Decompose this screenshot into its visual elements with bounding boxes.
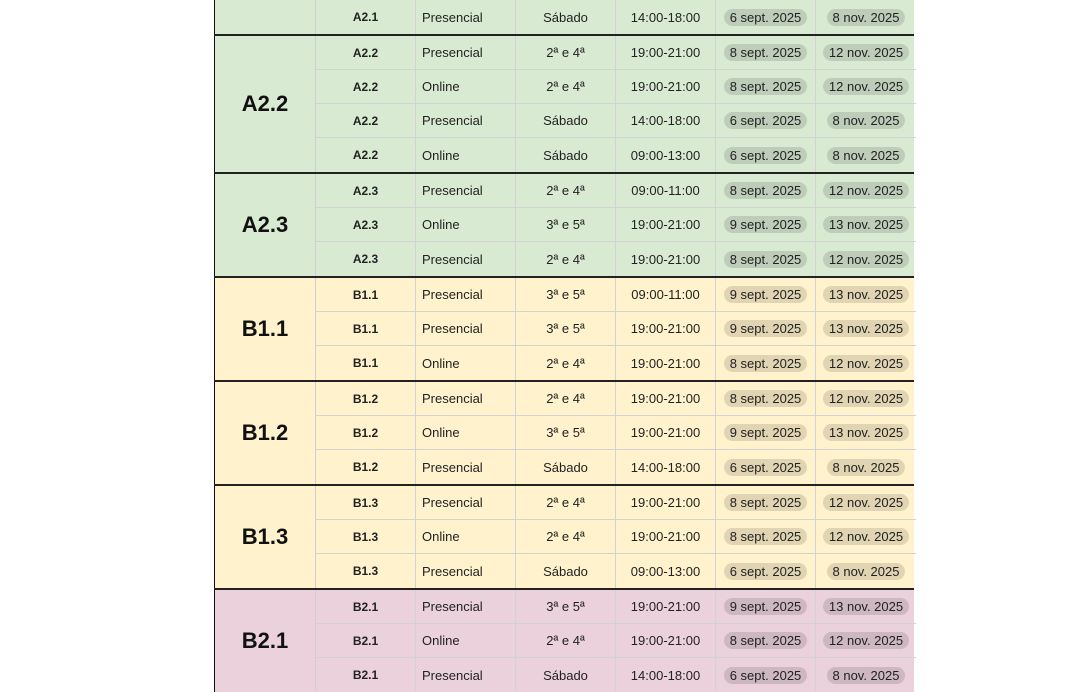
- class-days-cell: [516, 70, 616, 103]
- class-code: B1.1: [352, 287, 379, 302]
- class-mode: Presencial: [422, 9, 483, 25]
- class-days: 3ª e 5ª: [546, 287, 585, 302]
- class-days-cell: [516, 346, 616, 380]
- table-row: [316, 278, 916, 312]
- class-mode: Presencial: [422, 251, 483, 267]
- class-mode-cell: [416, 174, 516, 207]
- class-days: 3ª e 5ª: [546, 599, 585, 614]
- class-days-cell: [516, 520, 616, 553]
- table-row: [316, 520, 916, 554]
- start-date-cell: [716, 486, 816, 519]
- start-date-cell: [716, 658, 816, 692]
- class-code-cell: [316, 278, 416, 311]
- start-date-chip[interactable]: 6 sept. 2025: [724, 147, 808, 164]
- table-row: [316, 0, 916, 34]
- level-label: [214, 0, 316, 34]
- class-code-cell: [316, 416, 416, 449]
- class-mode-cell: [416, 208, 516, 241]
- class-time-cell: [616, 138, 716, 172]
- class-code: B1.3: [352, 495, 379, 510]
- end-date-cell: [816, 382, 916, 415]
- class-code: A2.2: [352, 113, 379, 128]
- end-date-chip[interactable]: 12 nov. 2025: [823, 494, 909, 511]
- class-days-cell: [516, 590, 616, 623]
- class-mode: Online: [422, 217, 460, 232]
- class-mode: Presencial: [422, 287, 483, 302]
- class-time-cell: [616, 312, 716, 345]
- class-code: B2.1: [352, 633, 379, 648]
- class-mode: Online: [422, 425, 460, 440]
- class-code-cell: [316, 208, 416, 241]
- class-time: 19:00-21:00: [630, 217, 701, 232]
- class-code: A2.3: [352, 252, 379, 266]
- end-date-cell: [816, 346, 916, 380]
- class-days-cell: [516, 104, 616, 137]
- class-code: A2.3: [352, 183, 379, 198]
- class-days-cell: [516, 624, 616, 657]
- level-group: [214, 588, 914, 692]
- end-date-cell: [816, 138, 916, 172]
- class-time: 19:00-21:00: [630, 529, 701, 544]
- class-time-cell: [616, 104, 716, 137]
- class-time-cell: [616, 36, 716, 69]
- class-mode-cell: [416, 346, 516, 380]
- level-label: B1.1: [214, 278, 316, 380]
- end-date-chip[interactable]: 13 nov. 2025: [823, 216, 909, 233]
- class-days: Sábado: [543, 147, 588, 163]
- start-date-chip[interactable]: 6 sept. 2025: [724, 112, 808, 129]
- end-date-cell: [816, 416, 916, 449]
- class-time-cell: [616, 590, 716, 623]
- class-time-cell: [616, 278, 716, 311]
- class-rows: [316, 486, 916, 588]
- class-code: B1.1: [352, 321, 379, 336]
- class-days-cell: [516, 208, 616, 241]
- start-date-chip[interactable]: 9 sept. 2025: [724, 320, 808, 337]
- class-mode: Presencial: [422, 667, 483, 683]
- class-mode: Online: [422, 147, 460, 163]
- class-time: 19:00-21:00: [630, 599, 701, 614]
- class-code-cell: [316, 0, 416, 34]
- class-code-cell: [316, 242, 416, 276]
- class-mode: Presencial: [422, 459, 483, 475]
- class-time-cell: [616, 70, 716, 103]
- end-date-chip[interactable]: 12 nov. 2025: [823, 355, 909, 372]
- class-time-cell: [616, 520, 716, 553]
- class-code: A2.1: [352, 10, 379, 24]
- class-mode: Presencial: [422, 495, 483, 510]
- end-date-chip[interactable]: 12 nov. 2025: [823, 390, 909, 407]
- end-date-chip[interactable]: 8 nov. 2025: [827, 459, 906, 476]
- class-days: 2ª e 4ª: [546, 355, 585, 371]
- class-mode-cell: [416, 36, 516, 69]
- start-date-cell: [716, 624, 816, 657]
- end-date-cell: [816, 208, 916, 241]
- start-date-chip[interactable]: 8 sept. 2025: [724, 632, 808, 649]
- table-row: [316, 346, 916, 380]
- class-time-cell: [616, 0, 716, 34]
- end-date-chip[interactable]: 13 nov. 2025: [823, 320, 909, 337]
- class-time-cell: [616, 658, 716, 692]
- class-code: B1.2: [352, 425, 379, 440]
- end-date-cell: [816, 658, 916, 692]
- class-mode-cell: [416, 416, 516, 449]
- class-time: 09:00-11:00: [631, 183, 700, 198]
- class-time: 19:00-21:00: [630, 633, 701, 648]
- start-date-cell: [716, 36, 816, 69]
- class-code-cell: [316, 486, 416, 519]
- class-code: B1.3: [352, 564, 379, 578]
- class-code: B1.2: [352, 460, 379, 474]
- start-date-cell: [716, 208, 816, 241]
- start-date-chip[interactable]: 8 sept. 2025: [724, 355, 808, 372]
- end-date-chip[interactable]: 8 nov. 2025: [827, 667, 906, 684]
- level-label: A2.2: [214, 36, 316, 172]
- class-mode-cell: [416, 450, 516, 484]
- class-time: 19:00-21:00: [630, 425, 701, 440]
- class-time: 14:00-18:00: [630, 113, 701, 128]
- table-row: [316, 382, 916, 416]
- class-mode-cell: [416, 624, 516, 657]
- class-time: 14:00-18:00: [630, 459, 701, 475]
- class-time: 19:00-21:00: [630, 321, 701, 336]
- start-date-chip[interactable]: 9 sept. 2025: [724, 424, 808, 441]
- class-mode-cell: [416, 242, 516, 276]
- class-code-cell: [316, 382, 416, 415]
- class-time: 19:00-21:00: [630, 391, 701, 406]
- class-mode-cell: [416, 0, 516, 34]
- class-time-cell: [616, 382, 716, 415]
- start-date-chip[interactable]: 6 sept. 2025: [724, 9, 808, 26]
- class-mode: Online: [422, 529, 460, 544]
- class-rows: [316, 36, 916, 172]
- class-mode-cell: [416, 658, 516, 692]
- class-days-cell: [516, 36, 616, 69]
- end-date-cell: [816, 278, 916, 311]
- class-days: Sábado: [543, 459, 588, 475]
- class-days-cell: [516, 382, 616, 415]
- end-date-chip[interactable]: 13 nov. 2025: [823, 424, 909, 441]
- table-row: [316, 624, 916, 658]
- class-days: 2ª e 4ª: [546, 45, 585, 60]
- class-code: A2.3: [352, 217, 379, 232]
- table-row: [316, 658, 916, 692]
- class-days: 2ª e 4ª: [546, 529, 585, 544]
- class-code-cell: [316, 658, 416, 692]
- class-time: 09:00-13:00: [630, 563, 701, 579]
- start-date-chip[interactable]: 8 sept. 2025: [724, 182, 808, 199]
- class-mode-cell: [416, 104, 516, 137]
- end-date-chip[interactable]: 13 nov. 2025: [823, 286, 909, 303]
- class-days: 2ª e 4ª: [546, 633, 585, 648]
- class-days: 3ª e 5ª: [546, 321, 585, 336]
- class-time: 14:00-18:00: [630, 9, 701, 25]
- class-code-cell: [316, 520, 416, 553]
- class-mode-cell: [416, 590, 516, 623]
- class-code-cell: [316, 104, 416, 137]
- class-mode: Presencial: [422, 321, 483, 336]
- end-date-cell: [816, 450, 916, 484]
- end-date-chip[interactable]: 8 nov. 2025: [827, 563, 906, 580]
- end-date-chip[interactable]: 8 nov. 2025: [827, 9, 906, 26]
- class-time-cell: [616, 450, 716, 484]
- class-mode: Presencial: [422, 45, 483, 60]
- start-date-chip[interactable]: 9 sept. 2025: [724, 598, 808, 615]
- class-mode-cell: [416, 278, 516, 311]
- start-date-cell: [716, 70, 816, 103]
- class-days: 2ª e 4ª: [546, 79, 585, 94]
- class-mode: Online: [422, 355, 460, 371]
- class-days: 2ª e 4ª: [546, 495, 585, 510]
- class-time: 09:00-11:00: [631, 287, 700, 302]
- class-rows: [316, 382, 916, 484]
- class-code-cell: [316, 312, 416, 345]
- class-days-cell: [516, 450, 616, 484]
- end-date-chip[interactable]: 12 nov. 2025: [823, 78, 909, 95]
- class-code-cell: [316, 36, 416, 69]
- class-time: 19:00-21:00: [630, 79, 701, 94]
- class-code: B2.1: [352, 668, 379, 682]
- class-time-cell: [616, 624, 716, 657]
- class-time-cell: [616, 416, 716, 449]
- class-days: 2ª e 4ª: [546, 183, 585, 198]
- class-time-cell: [616, 554, 716, 588]
- end-date-cell: [816, 590, 916, 623]
- class-rows: [316, 174, 916, 276]
- level-group: [214, 34, 914, 172]
- table-row: [316, 554, 916, 588]
- class-mode-cell: [416, 382, 516, 415]
- class-rows: [316, 278, 916, 380]
- class-time-cell: [616, 486, 716, 519]
- class-time: 19:00-21:00: [630, 495, 701, 510]
- start-date-chip[interactable]: 8 sept. 2025: [724, 390, 808, 407]
- start-date-chip[interactable]: 9 sept. 2025: [724, 216, 808, 233]
- start-date-chip[interactable]: 8 sept. 2025: [724, 251, 808, 268]
- start-date-chip[interactable]: 8 sept. 2025: [724, 494, 808, 511]
- end-date-cell: [816, 624, 916, 657]
- class-mode: Presencial: [422, 113, 483, 128]
- end-date-chip[interactable]: 12 nov. 2025: [823, 528, 909, 545]
- class-code-cell: [316, 590, 416, 623]
- start-date-cell: [716, 312, 816, 345]
- class-time: 19:00-21:00: [630, 251, 701, 267]
- end-date-chip[interactable]: 8 nov. 2025: [827, 147, 906, 164]
- class-time-cell: [616, 242, 716, 276]
- class-days-cell: [516, 174, 616, 207]
- class-code-cell: [316, 138, 416, 172]
- level-label: B1.2: [214, 382, 316, 484]
- class-time: 14:00-18:00: [630, 667, 701, 683]
- start-date-cell: [716, 242, 816, 276]
- end-date-cell: [816, 0, 916, 34]
- end-date-cell: [816, 70, 916, 103]
- start-date-chip[interactable]: 8 sept. 2025: [724, 528, 808, 545]
- start-date-cell: [716, 416, 816, 449]
- class-days: Sábado: [543, 9, 588, 25]
- level-label: B1.3: [214, 486, 316, 588]
- class-days-cell: [516, 312, 616, 345]
- class-mode-cell: [416, 312, 516, 345]
- start-date-cell: [716, 278, 816, 311]
- class-days: 2ª e 4ª: [546, 391, 585, 406]
- end-date-cell: [816, 242, 916, 276]
- table-row: [316, 450, 916, 484]
- class-days-cell: [516, 416, 616, 449]
- table-row: [316, 104, 916, 138]
- class-code-cell: [316, 174, 416, 207]
- class-days: Sábado: [543, 563, 588, 579]
- end-date-chip[interactable]: 12 nov. 2025: [823, 632, 909, 649]
- start-date-cell: [716, 0, 816, 34]
- class-days-cell: [516, 658, 616, 692]
- start-date-cell: [716, 590, 816, 623]
- class-time-cell: [616, 208, 716, 241]
- class-code-cell: [316, 346, 416, 380]
- level-group: [214, 276, 914, 380]
- end-date-chip[interactable]: 12 nov. 2025: [823, 251, 909, 268]
- class-mode: Presencial: [422, 563, 483, 579]
- table-row: [316, 208, 916, 242]
- class-mode-cell: [416, 554, 516, 588]
- class-time: 19:00-21:00: [630, 355, 701, 371]
- table-row: [316, 486, 916, 520]
- class-code-cell: [316, 450, 416, 484]
- table-row: [316, 312, 916, 346]
- end-date-cell: [816, 312, 916, 345]
- end-date-cell: [816, 554, 916, 588]
- class-code-cell: [316, 624, 416, 657]
- level-group: [214, 172, 914, 276]
- class-days: 2ª e 4ª: [546, 251, 585, 267]
- class-days-cell: [516, 242, 616, 276]
- class-days-cell: [516, 486, 616, 519]
- end-date-chip[interactable]: 12 nov. 2025: [823, 44, 909, 61]
- end-date-cell: [816, 36, 916, 69]
- end-date-chip[interactable]: 13 nov. 2025: [823, 598, 909, 615]
- class-code-cell: [316, 554, 416, 588]
- class-days: Sábado: [543, 113, 588, 128]
- class-code: B1.1: [352, 356, 379, 370]
- table-row: [316, 174, 916, 208]
- end-date-cell: [816, 486, 916, 519]
- class-mode: Online: [422, 633, 460, 648]
- class-time-cell: [616, 346, 716, 380]
- class-days-cell: [516, 554, 616, 588]
- class-time-cell: [616, 174, 716, 207]
- class-days: 3ª e 5ª: [546, 425, 585, 440]
- table-row: [316, 416, 916, 450]
- class-mode-cell: [416, 520, 516, 553]
- level-group: [214, 380, 914, 484]
- start-date-chip[interactable]: 6 sept. 2025: [724, 563, 808, 580]
- end-date-chip[interactable]: 8 nov. 2025: [827, 112, 906, 129]
- start-date-cell: [716, 382, 816, 415]
- table-row: [316, 138, 916, 172]
- level-label: B2.1: [214, 590, 316, 692]
- class-mode: Presencial: [422, 183, 483, 198]
- class-days-cell: [516, 138, 616, 172]
- start-date-cell: [716, 138, 816, 172]
- class-code-cell: [316, 70, 416, 103]
- class-days: 3ª e 5ª: [546, 217, 585, 232]
- class-code: A2.2: [352, 45, 379, 60]
- end-date-cell: [816, 174, 916, 207]
- class-mode: Online: [422, 79, 460, 94]
- class-rows: [316, 590, 916, 692]
- start-date-cell: [716, 520, 816, 553]
- class-days-cell: [516, 278, 616, 311]
- class-code: B1.3: [352, 529, 379, 544]
- table-row: [316, 242, 916, 276]
- class-time: 19:00-21:00: [630, 45, 701, 60]
- level-group: [214, 484, 914, 588]
- end-date-cell: [816, 104, 916, 137]
- class-code: B1.2: [352, 391, 379, 406]
- start-date-chip[interactable]: 9 sept. 2025: [724, 286, 808, 303]
- class-mode: Presencial: [422, 599, 483, 614]
- table-row: [316, 70, 916, 104]
- class-code: B2.1: [352, 599, 379, 614]
- level-group: [214, 0, 914, 34]
- end-date-chip[interactable]: 12 nov. 2025: [823, 182, 909, 199]
- class-days-cell: [516, 0, 616, 34]
- start-date-cell: [716, 450, 816, 484]
- start-date-chip[interactable]: 8 sept. 2025: [724, 78, 808, 95]
- class-days: Sábado: [543, 667, 588, 683]
- start-date-cell: [716, 104, 816, 137]
- class-mode-cell: [416, 70, 516, 103]
- start-date-chip[interactable]: 8 sept. 2025: [724, 44, 808, 61]
- class-mode-cell: [416, 138, 516, 172]
- class-mode-cell: [416, 486, 516, 519]
- level-label: A2.3: [214, 174, 316, 276]
- class-mode: Presencial: [422, 391, 483, 406]
- class-code: A2.2: [352, 148, 379, 162]
- start-date-cell: [716, 174, 816, 207]
- course-schedule-table: [214, 0, 914, 692]
- start-date-chip[interactable]: 6 sept. 2025: [724, 459, 808, 476]
- end-date-cell: [816, 520, 916, 553]
- table-row: [316, 36, 916, 70]
- class-time: 09:00-13:00: [630, 147, 701, 163]
- start-date-chip[interactable]: 6 sept. 2025: [724, 667, 808, 684]
- start-date-cell: [716, 346, 816, 380]
- table-row: [316, 590, 916, 624]
- class-code: A2.2: [352, 79, 379, 94]
- start-date-cell: [716, 554, 816, 588]
- class-rows: [316, 0, 916, 34]
